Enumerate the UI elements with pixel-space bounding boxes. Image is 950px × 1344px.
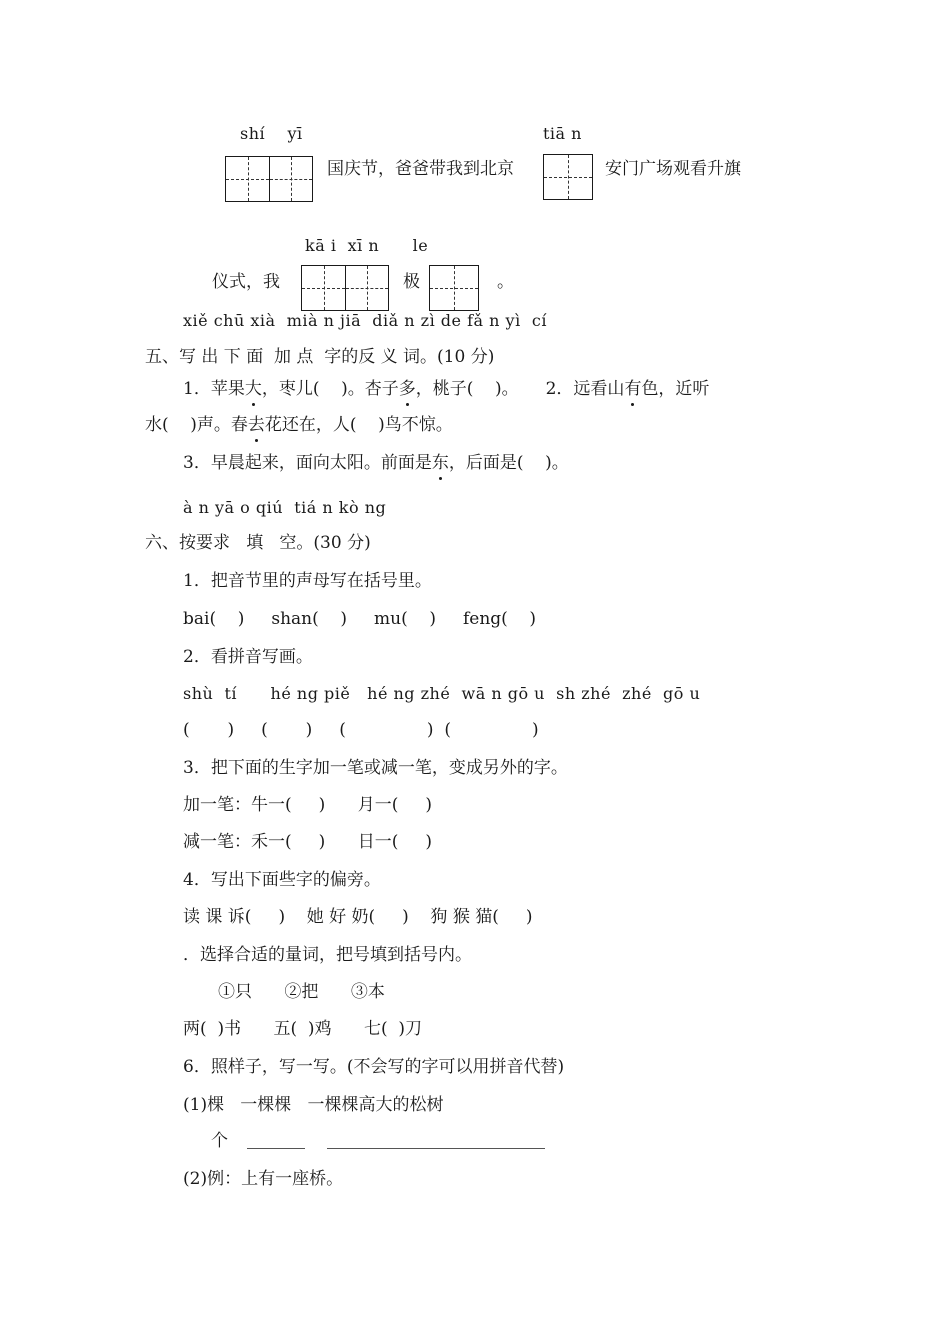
writing-box-one[interactable] [543, 154, 593, 200]
question-title: 3．把下面的生字加一笔或减一笔，变成另外的字。 [183, 758, 568, 778]
pinyin-tian: tiā n [543, 124, 582, 143]
stroke-pinyin: shù tí hé ng piě hé ng zhé wā n gō u sh zhé zhé gō u [183, 684, 701, 703]
question-line: 水( )声。春去花还在，人( )鸟不惊。 [145, 415, 453, 435]
writing-box-two[interactable] [225, 156, 313, 202]
question-title: 1．把音节里的声母写在括号里。 [183, 571, 432, 591]
question-title: ．选择合适的量词，把号填到括号内。 [183, 945, 472, 965]
question-title: 4．写出下面些字的偏旁。 [183, 870, 381, 890]
question-items[interactable]: 减一笔：禾一( ) 日一( ) [183, 832, 432, 852]
pinyin-shiyi: shí yī [240, 124, 303, 143]
sentence-part: 极 [403, 272, 420, 292]
question-line: 3．早晨起来，面向太阳。前面是东，后面是( )。 [183, 453, 569, 473]
answer-line[interactable] [247, 1148, 305, 1149]
option-list: ①只 ②把 ③本 [218, 982, 385, 1002]
writing-box-two[interactable] [301, 265, 389, 311]
question-title: 6．照样子，写一写。(不会写的字可以用拼音代替) [183, 1057, 565, 1077]
question-items[interactable]: 两( )书 五( )鸡 七( )刀 [183, 1019, 423, 1039]
question-line: 1．苹果大，枣儿( )。杏子多，桃子( )。 2．远看山有色，近听 [183, 379, 710, 399]
example-line: (2)例：上有一座桥。 [183, 1169, 344, 1189]
section-heading: 六、按要求 填 空。(30 分) [145, 533, 371, 553]
answer-line[interactable] [327, 1148, 545, 1149]
example-line: (1)棵 一棵棵 一棵棵高大的松树 [183, 1095, 444, 1115]
sentence-part: 安门广场观看升旗 [605, 159, 741, 179]
question-items[interactable]: 读 课 诉( ) 她 好 奶( ) 狗 猴 猫( ) [183, 907, 533, 927]
question-items[interactable]: 加一笔：牛一( ) 月一( ) [183, 795, 432, 815]
pinyin-kaixinle: kā i xī n le [305, 236, 429, 255]
sentence-part: 国庆节，爸爸带我到北京 [327, 159, 514, 179]
sentence-part: 仪式，我 [212, 272, 280, 292]
sentence-part: 。 [497, 272, 514, 292]
question-items[interactable]: bai( ) shan( ) mu( ) feng( ) [183, 609, 537, 629]
example-answer-label: 个 [211, 1131, 228, 1151]
section-heading: 五、写 出 下 面 加 点 字的反 义 词。(10 分) [145, 347, 495, 367]
question-title: 2．看拼音写画。 [183, 647, 313, 667]
pinyin-heading: à n yā o qiú tiá n kò ng [183, 498, 387, 517]
answer-brackets[interactable]: ( ) ( ) ( ) ( ) [183, 720, 539, 740]
pinyin-heading: xiě chū xià mià n jiā diǎ n zì de fǎ n yì cí [183, 311, 547, 330]
writing-box-one[interactable] [429, 265, 479, 311]
